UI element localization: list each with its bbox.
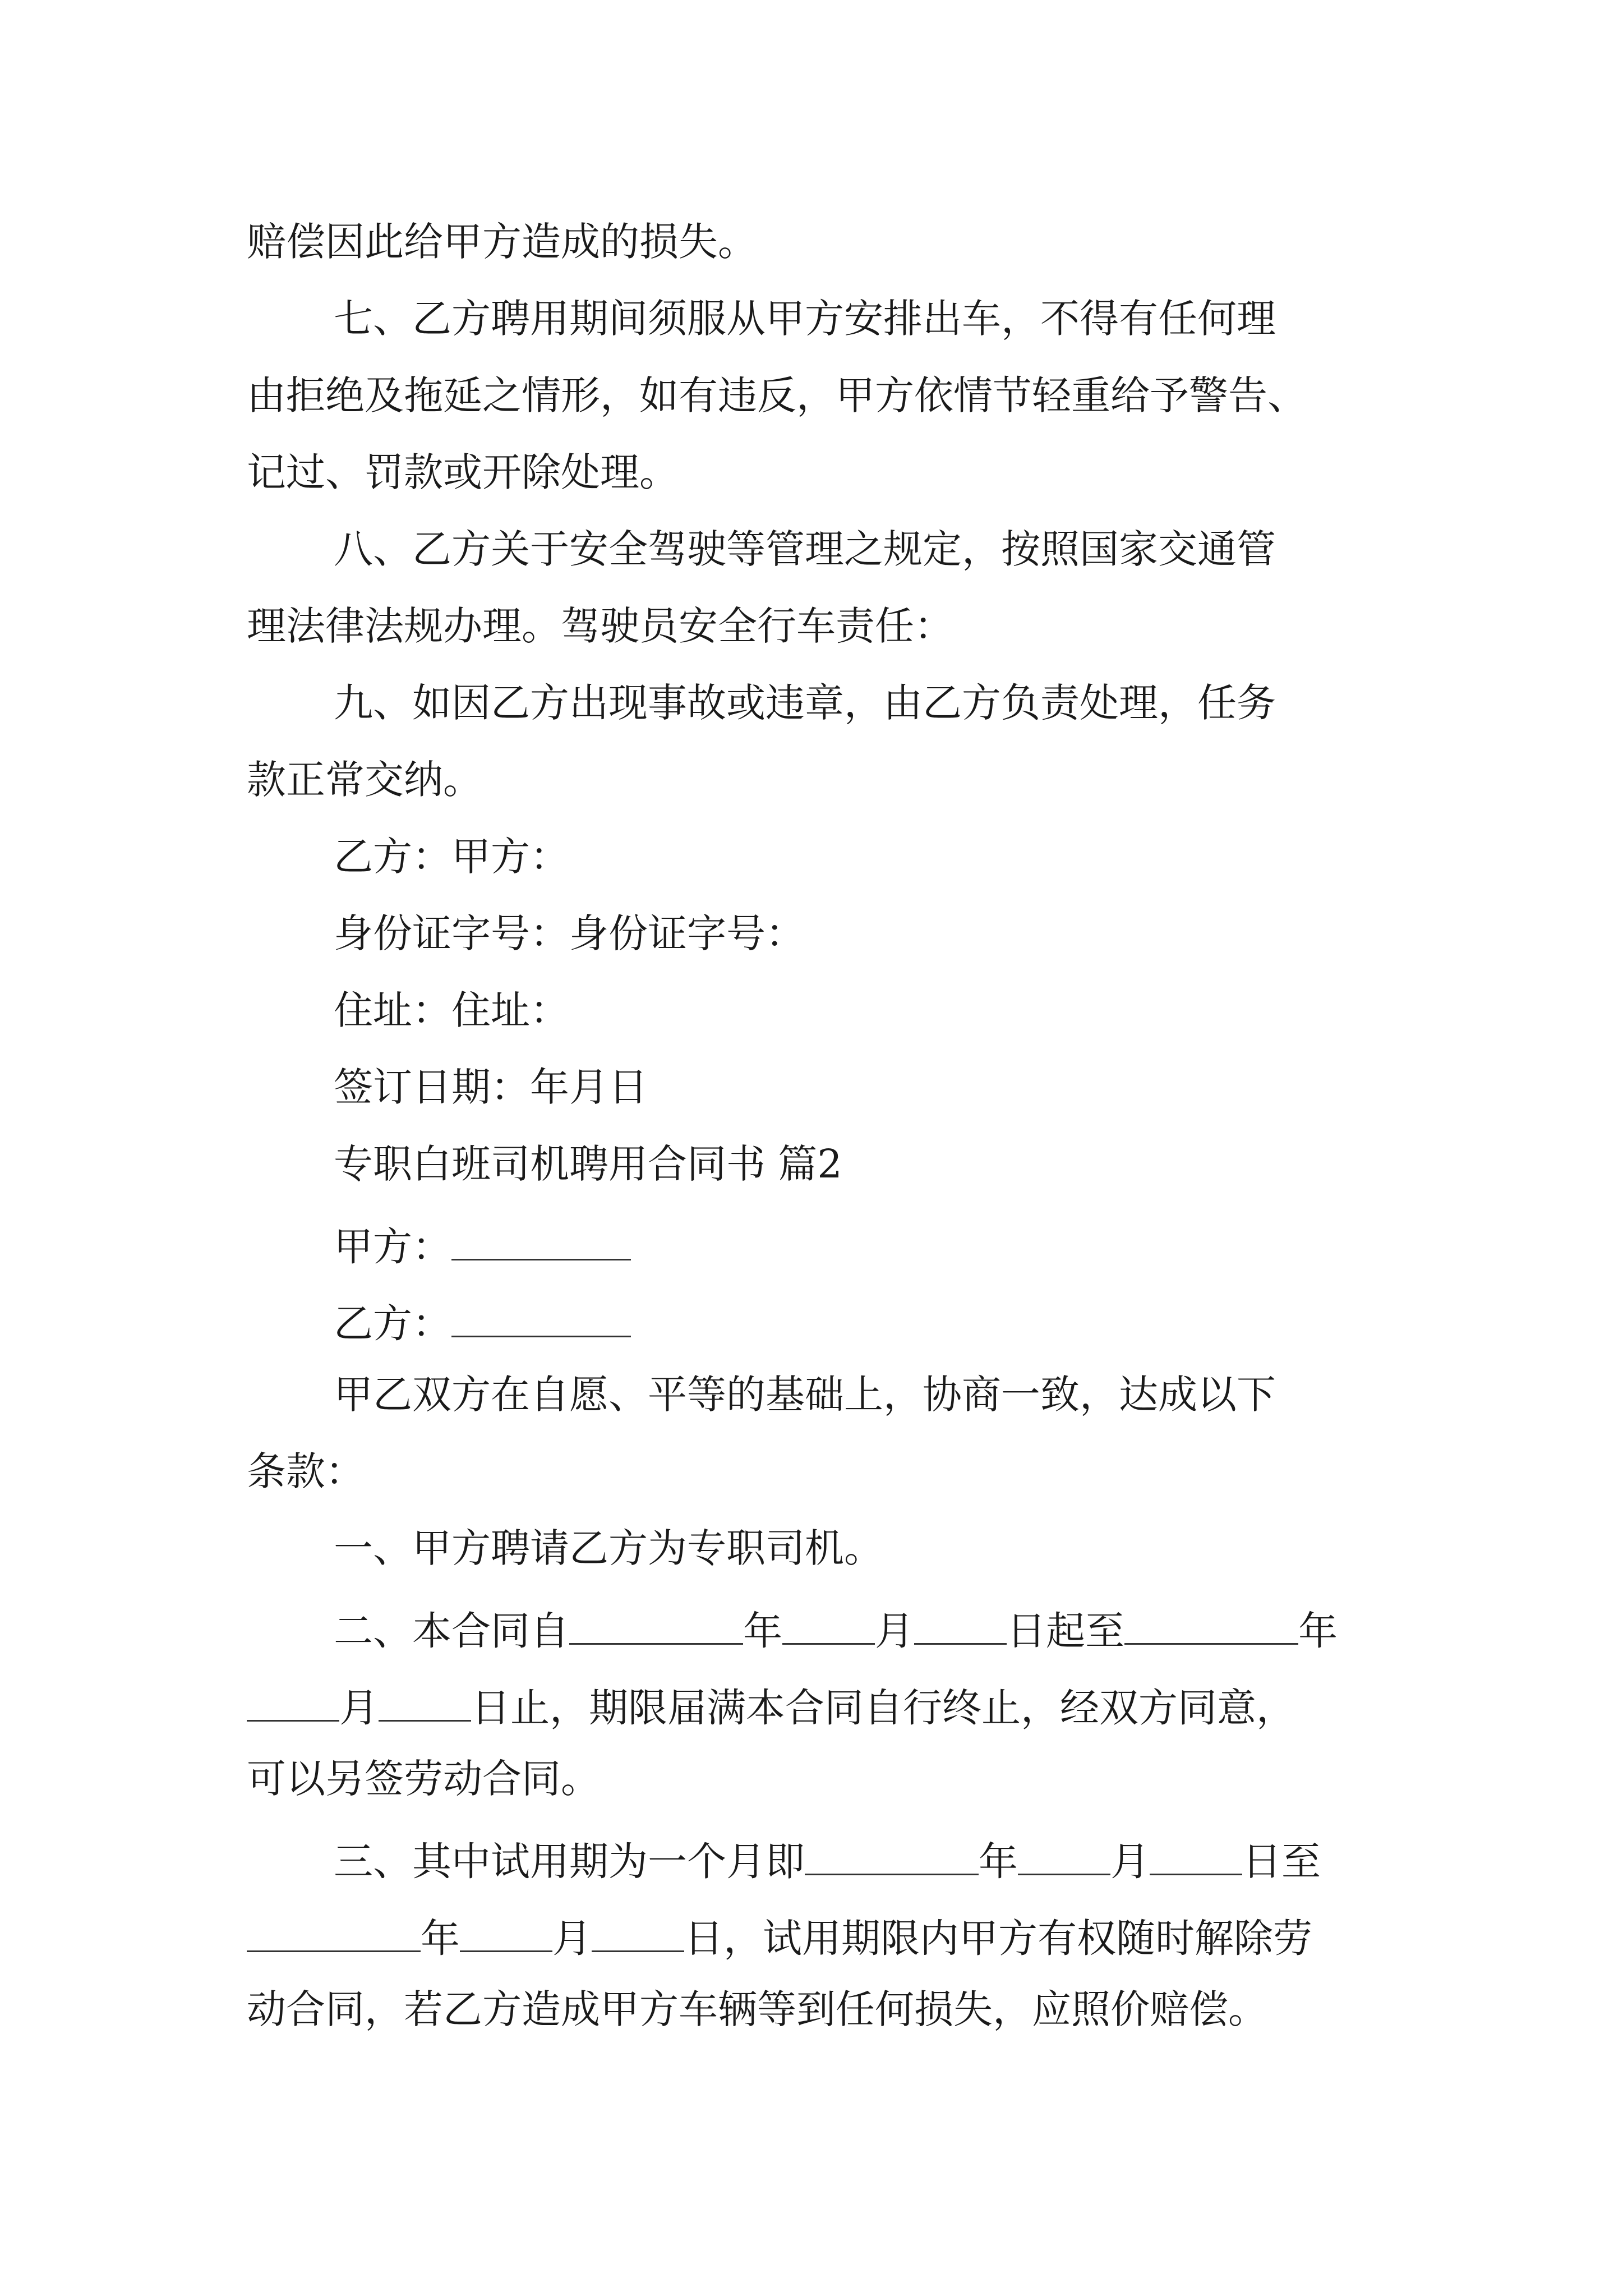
party-a-line: 甲方： (334, 1221, 631, 1267)
preamble-line-2: 条款： (247, 1448, 365, 1494)
party-a-blank (451, 1221, 631, 1260)
trial-end-month-blank (460, 1913, 552, 1952)
article-2-line-3: 可以另签劳动合同。 (247, 1756, 600, 1802)
paragraph-line-1: 赔偿因此给甲方造成的损失。 (247, 219, 757, 265)
trial-start-day-blank (1150, 1836, 1242, 1875)
clause-9-line-1: 九、如因乙方出现事故或违章，由乙方负责处理，任务 (334, 680, 1276, 726)
article-3-line-2: 年 月 日，试用期限内甲方有权随时解除劳 (247, 1913, 1312, 1958)
article-3-line-1: 三、其中试用期为一个月即 年 月 日至 (334, 1836, 1321, 1881)
preamble-line-1: 甲乙双方在自愿、平等的基础上，协商一致，达成以下 (334, 1372, 1276, 1418)
clause-9-line-2: 款正常交纳。 (247, 757, 482, 803)
start-month-blank (782, 1605, 875, 1645)
clause-8-line-2: 理法律法规办理。驾驶员安全行车责任： (247, 603, 953, 649)
signature-id-numbers: 身份证字号：身份证字号： (334, 910, 805, 956)
start-year-blank (569, 1605, 743, 1645)
clause-8-line-1: 八、乙方关于安全驾驶等管理之规定，按照国家交通管 (334, 526, 1276, 572)
party-b-blank (451, 1298, 631, 1337)
start-day-blank (914, 1605, 1007, 1645)
trial-start-year-blank (805, 1836, 979, 1875)
trial-start-month-blank (1018, 1836, 1110, 1875)
signature-addresses: 住址：住址： (334, 987, 569, 1033)
clause-7-line-2: 由拒绝及拖延之情形，如有违反，甲方依情节轻重给予警告、 (247, 372, 1307, 418)
end-year-blank (1124, 1605, 1298, 1645)
trial-end-year-blank (247, 1913, 421, 1952)
clause-7-line-3: 记过、罚款或开除处理。 (247, 449, 679, 495)
signature-date: 签订日期：年月日 (334, 1064, 648, 1110)
article-3-line-3: 动合同，若乙方造成甲方车辆等到任何损失，应照价赔偿。 (247, 1986, 1267, 2032)
trial-end-day-blank (592, 1913, 684, 1952)
end-day-blank (379, 1682, 471, 1722)
article-1: 一、甲方聘请乙方为专职司机。 (334, 1525, 883, 1571)
clause-7-line-1: 七、乙方聘用期间须服从甲方安排出车，不得有任何理 (334, 296, 1276, 342)
article-2-line-2: 月 日止，期限届满本合同自行终止，经双方同意， (247, 1682, 1295, 1728)
end-month-blank (247, 1682, 339, 1722)
article-2-line-1: 二、本合同自 年 月 日起至 年 (334, 1605, 1338, 1651)
contract-title: 专职白班司机聘用合同书 篇2 (334, 1141, 842, 1187)
party-b-line: 乙方： (334, 1298, 631, 1343)
signature-parties: 乙方：甲方： (334, 834, 569, 880)
